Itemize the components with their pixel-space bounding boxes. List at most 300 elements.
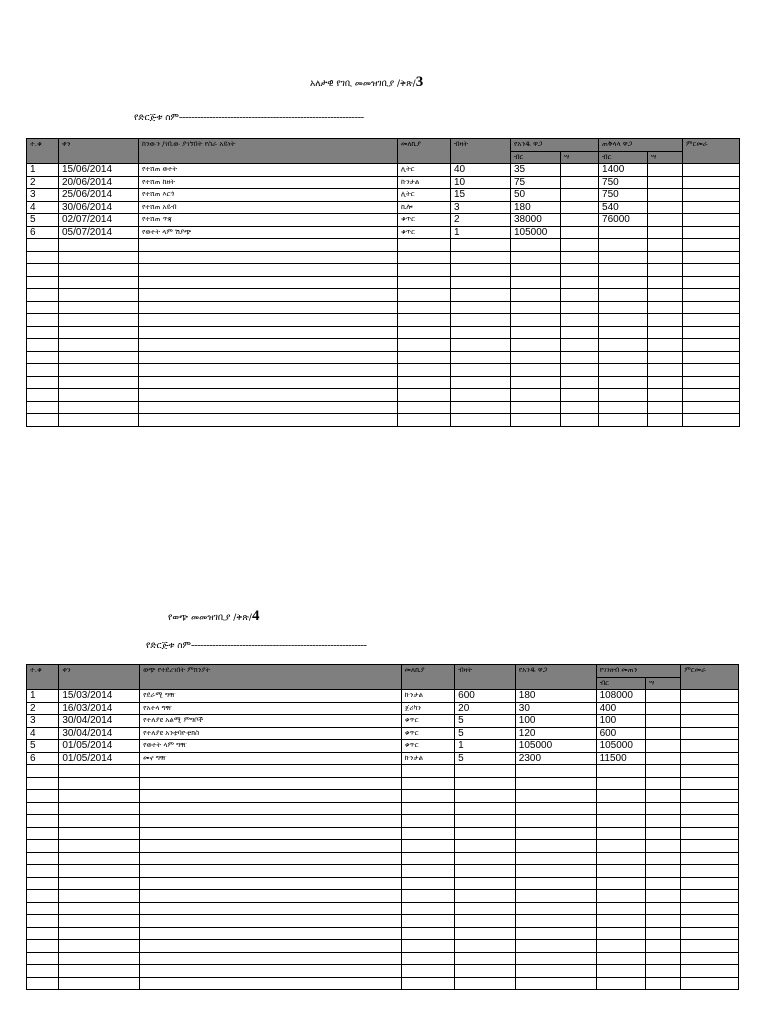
form4-title-number: 4 <box>251 608 260 624</box>
cell-qty <box>455 852 516 865</box>
cell-unit-birr: 75 <box>511 176 561 189</box>
cell-unit: ኩንታል <box>401 752 455 765</box>
cell-remark <box>681 877 739 890</box>
cell-unit <box>398 401 451 414</box>
cell-qty: 5 <box>455 752 516 765</box>
cell-qty <box>455 765 516 778</box>
cell-no <box>27 890 59 903</box>
cell-unit <box>398 239 451 252</box>
cell-remark <box>681 690 739 703</box>
header-total-birr: ብር <box>596 677 645 690</box>
cell-total-birr: 105000 <box>596 740 645 753</box>
cell-desc <box>140 827 402 840</box>
cell-no <box>27 326 59 339</box>
cell-qty <box>451 239 511 252</box>
cell-no <box>27 977 59 990</box>
cell-total-cents <box>646 952 681 965</box>
cell-remark <box>683 414 740 427</box>
cell-total-cents <box>646 727 681 740</box>
cell-total-cents <box>646 890 681 903</box>
cell-unit-birr <box>515 865 596 878</box>
cell-no: 6 <box>27 226 59 239</box>
table-row <box>27 765 739 778</box>
cell-unit-cents <box>561 351 599 364</box>
cell-no <box>27 276 59 289</box>
cell-no <box>27 852 59 865</box>
header-unit-cents: ሣ <box>561 151 599 164</box>
table-row <box>27 189 740 202</box>
table-row <box>27 902 739 915</box>
cell-unit: ቁጥር <box>398 214 451 227</box>
cell-total-cents <box>648 301 683 314</box>
cell-remark <box>681 702 739 715</box>
cell-qty <box>451 401 511 414</box>
form4-org-dashes: ---------------------------------------------------------- <box>190 640 367 651</box>
header-unit: መለኪያ <box>398 139 451 164</box>
cell-unit <box>401 852 455 865</box>
cell-unit-birr <box>511 289 561 302</box>
cell-total-birr <box>599 301 648 314</box>
cell-unit-birr <box>515 790 596 803</box>
cell-unit-birr <box>515 915 596 928</box>
cell-no <box>27 952 59 965</box>
cell-unit-birr: 180 <box>511 201 561 214</box>
cell-date: 30/04/2014 <box>59 727 140 740</box>
cell-total-cents <box>646 977 681 990</box>
cell-total-birr <box>596 815 645 828</box>
cell-desc: የአተላ ግዥ <box>140 702 402 715</box>
cell-qty: 1 <box>455 740 516 753</box>
cell-remark <box>683 376 740 389</box>
cell-no <box>27 877 59 890</box>
cell-total-cents <box>648 189 683 202</box>
cell-total-cents <box>646 940 681 953</box>
cell-total-cents <box>648 389 683 402</box>
cell-desc <box>139 339 398 352</box>
header-unit-birr: ብር <box>511 151 561 164</box>
cell-date <box>59 765 140 778</box>
cell-date <box>59 902 140 915</box>
cell-date <box>59 927 140 940</box>
cell-qty <box>455 940 516 953</box>
header-total-amount: የገንዘብ መጠን <box>596 665 681 678</box>
cell-remark <box>683 276 740 289</box>
cell-total-cents <box>646 877 681 890</box>
cell-no <box>27 815 59 828</box>
cell-unit-cents <box>561 201 599 214</box>
cell-remark <box>681 840 739 853</box>
cell-qty <box>451 364 511 377</box>
cell-unit-birr <box>515 840 596 853</box>
cell-qty <box>451 251 511 264</box>
form3-org-dashes: ------------------------------------------------------------- <box>178 112 364 123</box>
table-row <box>27 276 740 289</box>
cell-no <box>27 251 59 264</box>
cell-total-cents <box>648 176 683 189</box>
cell-qty <box>451 276 511 289</box>
cell-date <box>59 401 139 414</box>
cell-total-cents <box>648 251 683 264</box>
table-row <box>27 351 740 364</box>
cell-qty: 1 <box>451 226 511 239</box>
cell-desc <box>140 815 402 828</box>
cell-unit-birr <box>511 339 561 352</box>
cell-unit <box>401 790 455 803</box>
cell-desc <box>139 289 398 302</box>
cell-remark <box>681 815 739 828</box>
form3-title <box>310 74 423 91</box>
cell-qty <box>455 827 516 840</box>
cell-remark <box>683 176 740 189</box>
cell-qty <box>451 376 511 389</box>
cell-date <box>59 364 139 377</box>
cell-no <box>27 314 59 327</box>
cell-desc: የተሸጠ አይብ <box>139 201 398 214</box>
cell-total-birr <box>599 276 648 289</box>
cell-desc <box>139 326 398 339</box>
cell-unit <box>401 815 455 828</box>
cell-remark <box>681 727 739 740</box>
table-row <box>27 790 739 803</box>
cell-remark <box>683 289 740 302</box>
table-row <box>27 777 739 790</box>
cell-remark <box>681 915 739 928</box>
cell-unit: ጀሪካን <box>401 702 455 715</box>
cell-qty: 2 <box>451 214 511 227</box>
cell-unit-birr: 30 <box>515 702 596 715</box>
cell-date: 20/06/2014 <box>59 176 139 189</box>
cell-remark <box>683 264 740 277</box>
table-row <box>27 952 739 965</box>
table-row <box>27 326 740 339</box>
cell-total-birr <box>599 226 648 239</box>
cell-desc <box>140 927 402 940</box>
cell-no <box>27 339 59 352</box>
cell-date: 15/03/2014 <box>59 690 140 703</box>
cell-no <box>27 940 59 953</box>
cell-total-birr <box>596 790 645 803</box>
cell-total-cents <box>648 401 683 414</box>
cell-desc <box>139 414 398 427</box>
cell-qty <box>455 927 516 940</box>
table-row <box>27 702 739 715</box>
table-row <box>27 977 739 990</box>
cell-remark <box>681 777 739 790</box>
form3-title-number: 3 <box>415 74 424 90</box>
cell-remark <box>681 890 739 903</box>
table-row <box>27 815 739 828</box>
cell-unit <box>401 940 455 953</box>
cell-qty <box>455 777 516 790</box>
table-row <box>27 214 740 227</box>
cell-unit-birr <box>515 902 596 915</box>
header-quantity: ብዛት <box>455 665 516 690</box>
cell-desc <box>139 401 398 414</box>
header-description: ወጭ የተደረገበት ምክንያት <box>140 665 402 690</box>
cell-desc <box>139 239 398 252</box>
cell-unit-birr <box>511 389 561 402</box>
cell-desc <box>139 351 398 364</box>
cell-total-birr <box>596 865 645 878</box>
cell-date: 01/05/2014 <box>59 752 140 765</box>
cell-no <box>27 239 59 252</box>
cell-date <box>59 251 139 264</box>
cell-remark <box>683 164 740 177</box>
header-total-price: ጠቅላላ ዋጋ <box>599 139 683 152</box>
cell-total-birr <box>599 326 648 339</box>
cell-date <box>59 777 140 790</box>
cell-no: 6 <box>27 752 59 765</box>
cell-date <box>59 852 140 865</box>
cell-no <box>27 915 59 928</box>
cell-total-cents <box>646 690 681 703</box>
cell-remark <box>681 765 739 778</box>
cell-no <box>27 401 59 414</box>
cell-no: 4 <box>27 727 59 740</box>
cell-no <box>27 802 59 815</box>
table-row <box>27 164 740 177</box>
cell-no <box>27 351 59 364</box>
cell-unit-birr <box>511 251 561 264</box>
header-no: ተ.ቁ <box>27 665 59 690</box>
header-date: ቀን <box>59 139 139 164</box>
table-row <box>27 289 740 302</box>
cell-date <box>59 289 139 302</box>
cell-total-cents <box>648 289 683 302</box>
cell-date <box>59 890 140 903</box>
cell-total-cents <box>646 827 681 840</box>
cell-total-birr <box>596 902 645 915</box>
cell-no <box>27 865 59 878</box>
cell-no: 3 <box>27 189 59 202</box>
cell-remark <box>681 790 739 803</box>
table-row <box>27 740 739 753</box>
cell-unit <box>401 952 455 965</box>
cell-unit-birr <box>515 827 596 840</box>
cell-total-birr: 750 <box>599 189 648 202</box>
form4-org-label: የድርጅቱ ስም <box>146 641 191 651</box>
cell-date: 25/06/2014 <box>59 189 139 202</box>
cell-remark <box>683 339 740 352</box>
table-row <box>27 226 740 239</box>
cell-date: 02/07/2014 <box>59 214 139 227</box>
cell-total-cents <box>648 164 683 177</box>
cell-no <box>27 790 59 803</box>
form3-table-body <box>27 164 740 427</box>
cell-total-cents <box>646 852 681 865</box>
cell-qty <box>451 314 511 327</box>
table-row <box>27 376 740 389</box>
cell-no <box>27 927 59 940</box>
cell-total-cents <box>648 364 683 377</box>
table-row <box>27 890 739 903</box>
cell-total-cents <box>648 326 683 339</box>
cell-total-cents <box>646 840 681 853</box>
cell-unit <box>401 777 455 790</box>
cell-unit-birr: 100 <box>515 715 596 728</box>
cell-date <box>59 276 139 289</box>
cell-total-birr <box>599 364 648 377</box>
cell-date <box>59 339 139 352</box>
cell-total-cents <box>648 214 683 227</box>
cell-date <box>59 840 140 853</box>
cell-desc <box>139 251 398 264</box>
cell-unit-cents <box>561 339 599 352</box>
cell-unit <box>401 827 455 840</box>
cell-date <box>59 915 140 928</box>
header-unit: መለኪያ <box>401 665 455 690</box>
header-quantity: ብዛት <box>451 139 511 164</box>
cell-total-birr <box>596 777 645 790</box>
cell-desc: የደራሚ ግዥ <box>140 690 402 703</box>
cell-unit <box>401 765 455 778</box>
cell-date <box>59 239 139 252</box>
cell-remark <box>681 952 739 965</box>
cell-total-birr <box>596 890 645 903</box>
cell-total-cents <box>646 790 681 803</box>
cell-unit-birr <box>511 264 561 277</box>
cell-date <box>59 389 139 402</box>
cell-total-birr: 1400 <box>599 164 648 177</box>
cell-desc: የተለያዩ አልሚ ምግቦች <box>140 715 402 728</box>
cell-desc <box>140 915 402 928</box>
cell-unit <box>401 877 455 890</box>
cell-desc: የተሸጠ ጥጃ <box>139 214 398 227</box>
cell-no <box>27 765 59 778</box>
cell-remark <box>681 802 739 815</box>
table-row <box>27 840 739 853</box>
cell-unit-birr <box>515 877 596 890</box>
cell-unit <box>401 890 455 903</box>
cell-unit: ኩንታል <box>401 690 455 703</box>
cell-unit: ቁጥር <box>398 226 451 239</box>
cell-total-cents <box>648 201 683 214</box>
cell-date <box>59 351 139 364</box>
cell-unit-cents <box>561 301 599 314</box>
cell-qty <box>455 915 516 928</box>
cell-total-cents <box>646 865 681 878</box>
cell-unit <box>401 902 455 915</box>
cell-no <box>27 902 59 915</box>
table-row <box>27 877 739 890</box>
cell-unit <box>401 840 455 853</box>
cell-unit-birr: 2300 <box>515 752 596 765</box>
cell-desc <box>140 790 402 803</box>
cell-desc: የተሸጠ ከዘት <box>139 176 398 189</box>
cell-total-cents <box>646 777 681 790</box>
header-total-cents: ሣ <box>648 151 683 164</box>
cell-total-cents <box>648 239 683 252</box>
form3-title-text: አለታዊ የገቢ መመዝገቢያ /ቅጽ/ <box>310 79 416 89</box>
cell-desc <box>139 264 398 277</box>
cell-desc: የወተት ላም ሽያጭ <box>139 226 398 239</box>
cell-unit <box>398 251 451 264</box>
cell-unit-cents <box>561 414 599 427</box>
cell-unit-birr <box>515 815 596 828</box>
cell-no <box>27 965 59 978</box>
cell-desc <box>140 952 402 965</box>
table-row <box>27 251 740 264</box>
cell-desc <box>139 301 398 314</box>
header-unit-price: የአንዱ ዋጋ <box>515 665 596 690</box>
cell-date <box>59 877 140 890</box>
cell-date <box>59 952 140 965</box>
table-row <box>27 915 739 928</box>
cell-desc: የተሸጠ ወተት <box>139 164 398 177</box>
cell-no: 5 <box>27 740 59 753</box>
cell-unit-birr <box>511 326 561 339</box>
cell-total-birr <box>599 389 648 402</box>
cell-total-birr <box>599 351 648 364</box>
cell-date: 01/05/2014 <box>59 740 140 753</box>
cell-unit <box>401 927 455 940</box>
cell-qty <box>455 790 516 803</box>
cell-desc <box>140 840 402 853</box>
cell-desc <box>139 276 398 289</box>
cell-qty <box>455 977 516 990</box>
header-description: ከንውን /ገቢው ያገኘበት የስራ አይነት <box>139 139 398 164</box>
cell-total-birr <box>596 940 645 953</box>
cell-unit-birr <box>511 314 561 327</box>
cell-remark <box>683 189 740 202</box>
form3-income-table <box>26 138 740 427</box>
cell-desc: የተሸጠ እርጎ <box>139 189 398 202</box>
cell-remark <box>681 940 739 953</box>
cell-total-birr <box>599 401 648 414</box>
cell-qty <box>455 877 516 890</box>
cell-qty <box>451 301 511 314</box>
cell-no: 2 <box>27 702 59 715</box>
cell-total-cents <box>648 339 683 352</box>
cell-unit-cents <box>561 376 599 389</box>
cell-no <box>27 827 59 840</box>
cell-remark <box>681 715 739 728</box>
cell-total-birr: 400 <box>596 702 645 715</box>
cell-desc <box>140 977 402 990</box>
cell-qty: 10 <box>451 176 511 189</box>
cell-qty <box>455 815 516 828</box>
table-row <box>27 301 740 314</box>
cell-remark <box>681 927 739 940</box>
table-row <box>27 239 740 252</box>
cell-unit-birr: 50 <box>511 189 561 202</box>
table-row <box>27 264 740 277</box>
cell-unit: ቁጥር <box>401 740 455 753</box>
cell-remark <box>681 740 739 753</box>
cell-total-birr <box>596 765 645 778</box>
cell-unit-birr <box>515 765 596 778</box>
cell-qty <box>455 865 516 878</box>
cell-no: 1 <box>27 164 59 177</box>
table-row <box>27 201 740 214</box>
cell-qty <box>451 264 511 277</box>
cell-total-birr: 100 <box>596 715 645 728</box>
cell-remark <box>683 314 740 327</box>
cell-qty: 5 <box>455 715 516 728</box>
cell-no: 1 <box>27 690 59 703</box>
cell-total-cents <box>648 376 683 389</box>
cell-total-cents <box>648 264 683 277</box>
cell-remark <box>683 214 740 227</box>
cell-date <box>59 865 140 878</box>
cell-total-birr <box>596 915 645 928</box>
cell-no: 5 <box>27 214 59 227</box>
cell-no <box>27 301 59 314</box>
cell-unit: ሊትር <box>398 164 451 177</box>
table-row <box>27 176 740 189</box>
cell-date: 15/06/2014 <box>59 164 139 177</box>
cell-remark <box>683 251 740 264</box>
